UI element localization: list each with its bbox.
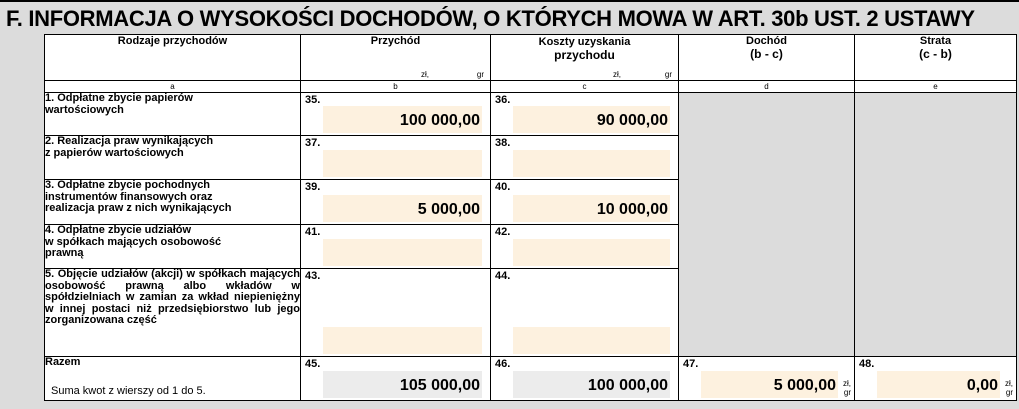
column-letters-row (45, 81, 1017, 93)
koszty-field (491, 269, 679, 357)
header-koszty-label: Koszty uzyskania (538, 36, 631, 48)
koszty-input[interactable] (513, 150, 670, 177)
header-dochod (679, 35, 855, 81)
unit-zl: zł, (613, 70, 621, 79)
field-number: 41. (305, 226, 321, 238)
unit-gr: gr (476, 70, 484, 79)
column-letter: a (45, 81, 301, 93)
field-number: 45. (305, 358, 321, 370)
koszty-input[interactable]: 10 000,00 (513, 195, 670, 222)
field-number: 42. (495, 226, 511, 238)
row-label: 4. Odpłatne zbycie udziałów w spółkach mających osobowość prawną (45, 225, 301, 269)
koszty-field (491, 225, 679, 269)
field-number: 35. (305, 94, 321, 106)
header-przychod (301, 35, 491, 81)
header-przychod-label: Przychód (370, 35, 421, 47)
koszty-field (491, 180, 679, 225)
koszty-field (491, 93, 679, 136)
przychod-field (301, 180, 491, 225)
unit-zl-gr (1005, 379, 1013, 397)
header-dochod-label: Dochód (746, 35, 787, 47)
unit-zl: zł, (421, 70, 429, 79)
header-dochod-sublabel: (b - c) (750, 47, 783, 61)
total-label-cell (45, 357, 301, 401)
header-row (45, 35, 1017, 81)
header-strata-label: Strata (919, 35, 952, 47)
column-letter: c (491, 81, 679, 93)
unit-zl-gr (843, 379, 851, 397)
header-rodzaje (45, 35, 301, 81)
table-row (45, 93, 1017, 136)
field-number: 36. (495, 94, 511, 106)
total-przychod-value[interactable]: 105 000,00 (323, 371, 482, 398)
przychod-input[interactable] (323, 327, 482, 354)
total-label: Razem (45, 356, 81, 368)
total-koszty-value[interactable]: 100 000,00 (513, 371, 670, 398)
section-title: F. INFORMACJA O WYSOKOŚCI DOCHODÓW, O KTÓRYCH MOWA W ART. 30b UST. 2 USTAWY (6, 6, 975, 31)
przychod-input[interactable] (323, 239, 482, 266)
field-number: 44. (495, 270, 511, 282)
dochod-shaded-area (679, 93, 855, 357)
przychod-field (301, 269, 491, 357)
header-strata (855, 35, 1017, 81)
koszty-input[interactable]: 90 000,00 (513, 106, 670, 133)
row-label: 2. Realizacja praw wynikających z papierów wartościowych (45, 136, 301, 180)
total-sublabel: Suma kwot z wierszy od 1 do 5. (51, 384, 206, 397)
field-number: 46. (495, 358, 511, 370)
column-letter: e (855, 81, 1017, 93)
koszty-input[interactable] (513, 239, 670, 266)
field-number: 40. (495, 181, 511, 193)
unit-gr: gr (1005, 388, 1013, 397)
field-number: 48. (859, 358, 875, 370)
field-number: 38. (495, 137, 511, 149)
przychod-field (301, 93, 491, 136)
total-dochod-field (679, 357, 855, 401)
przychod-field (301, 225, 491, 269)
field-number: 39. (305, 181, 321, 193)
row-label: 5. Objęcie udziałów (akcji) w spółkach mających osobowość prawną albo wkładów w spółdzielniach w zamian za wkład niepieniężny w innej postaci niż przedsiębiorstwo lub jego zorganizowana część (45, 269, 301, 357)
header-strata-sublabel: (c - b) (919, 47, 952, 61)
przychod-field (301, 136, 491, 180)
przychod-input[interactable] (323, 150, 482, 177)
header-koszty (491, 35, 679, 81)
przychod-input[interactable]: 5 000,00 (323, 195, 482, 222)
unit-zl: zł, (843, 379, 851, 388)
total-dochod-input[interactable]: 5 000,00 (701, 371, 838, 398)
header-koszty-sublabel: przychodu (554, 48, 615, 62)
unit-gr: gr (843, 388, 851, 397)
koszty-input[interactable] (513, 327, 670, 354)
field-number: 47. (683, 358, 699, 370)
unit-gr: gr (664, 70, 672, 79)
total-strata-input[interactable]: 0,00 (877, 371, 1000, 398)
column-letter: d (679, 81, 855, 93)
field-number: 37. (305, 137, 321, 149)
strata-shaded-area (855, 93, 1017, 357)
row-label: 1. Odpłatne zbycie papierów wartościowych (45, 93, 301, 136)
total-strata-field (855, 357, 1017, 401)
unit-zl: zł, (1005, 379, 1013, 388)
total-przychod-field (301, 357, 491, 401)
koszty-field (491, 136, 679, 180)
header-rodzaje-label: Rodzaje przychodów (117, 35, 228, 47)
total-row (45, 357, 1017, 401)
field-number: 43. (305, 270, 321, 282)
income-table (44, 34, 1017, 401)
total-koszty-field (491, 357, 679, 401)
przychod-input[interactable]: 100 000,00 (323, 106, 482, 133)
column-letter: b (301, 81, 491, 93)
row-label: 3. Odpłatne zbycie pochodnych instrumentów finansowych oraz realizacja praw z nich wynikających (45, 180, 301, 225)
